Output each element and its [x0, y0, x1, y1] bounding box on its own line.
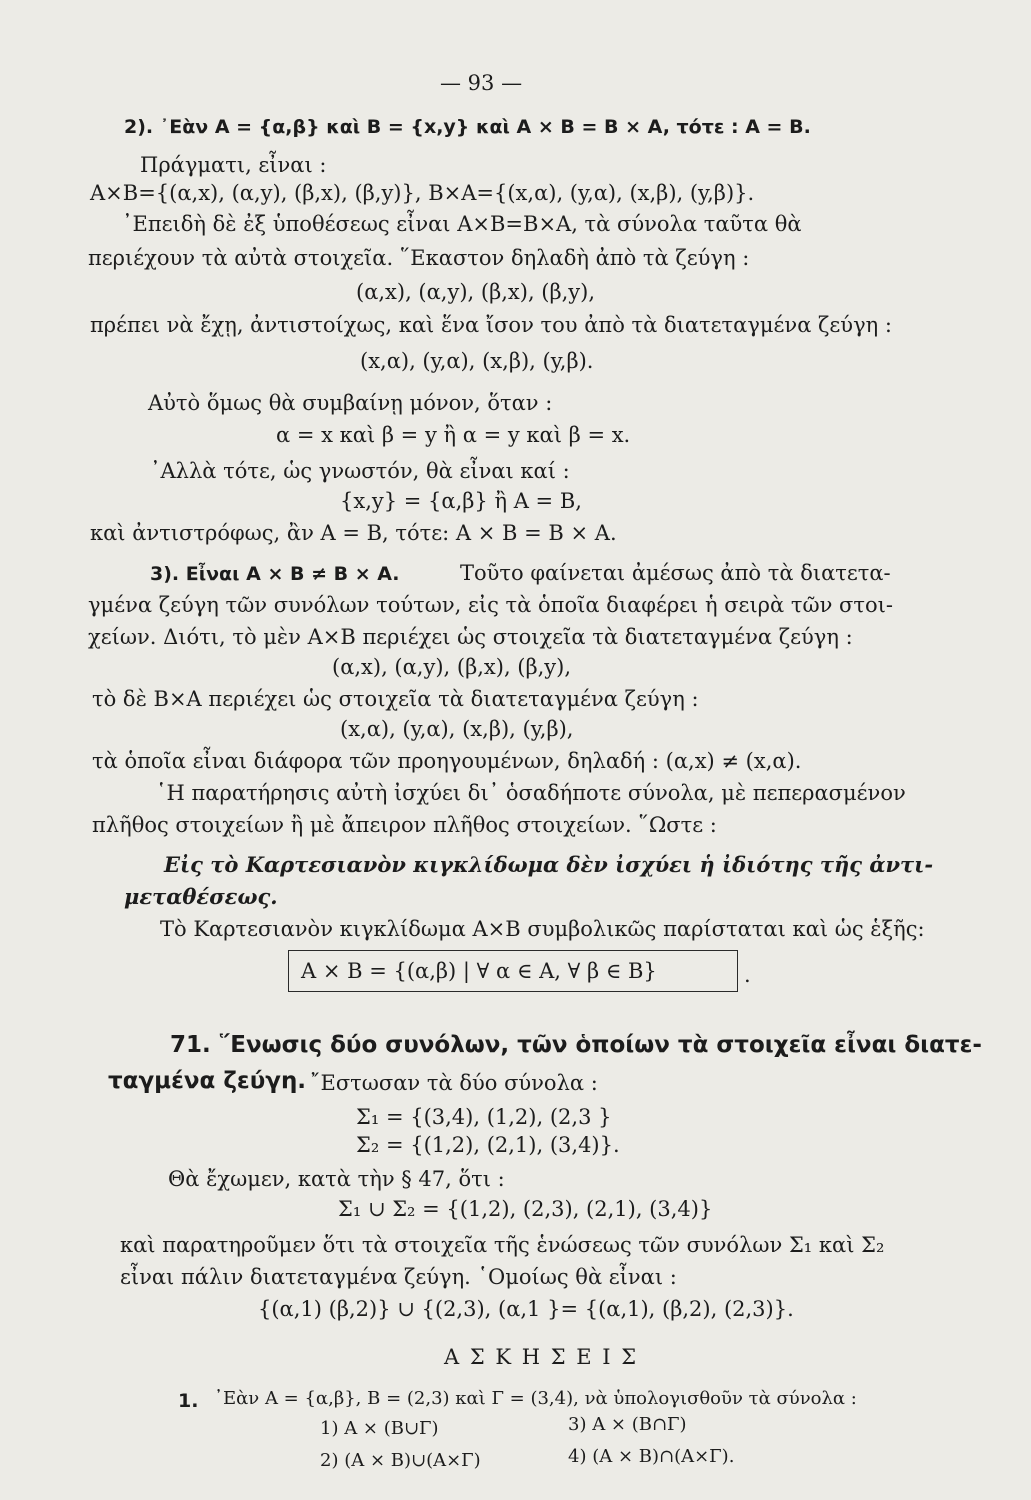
- rule-2-heading: 2). ᾿Εὰν A = {α,β} καὶ B = {x,y} καὶ A × B = B × A, τότε : A = B.: [124, 116, 811, 138]
- text-line: χείων. Διότι, τὸ μὲν A×B περιέχει ὡς στοιχεῖα τὰ διατεταγμένα ζεύγη :: [88, 625, 853, 649]
- math-line: Σ₁ = {(3,4), (1,2), (2,3 }: [356, 1105, 612, 1129]
- text-line: Αὐτὸ ὅμως θὰ συμβαίνῃ μόνον, ὅταν :: [148, 391, 553, 415]
- section-71-title: 71. ῞Ενωσις δύο συνόλων, τῶν ὁποίων τὰ στοιχεῖα εἶναι διατε-: [170, 1032, 982, 1058]
- exercise-item: 2) (A × B)∪(A×Γ): [320, 1450, 481, 1471]
- text-line: ῾Η παρατήρησις αὐτὴ ἰσχύει δι᾿ ὁσαδήποτε σύνολα, μὲ πεπερασμένον: [156, 781, 906, 805]
- math-line: Σ₁ ∪ Σ₂ = {(1,2), (2,3), (2,1), (3,4)}: [338, 1197, 713, 1221]
- theorem-line-1: Εἰς τὸ Καρτεσιανὸν κιγκλίδωμα δὲν ἰσχύει ἡ ἰδιότης τῆς ἀντι-: [164, 852, 934, 877]
- text-line: τὰ ὁποῖα εἶναι διάφορα τῶν προηγουμένων, δηλαδή : (α,x) ≠ (x,α).: [92, 749, 802, 773]
- formula-box: [288, 950, 738, 992]
- section-71-title-cont: ταγμένα ζεύγη.: [108, 1068, 307, 1094]
- math-line: (α,x), (α,y), (β,x), (β,y),: [332, 655, 572, 679]
- math-line: {(α,1) (β,2)} ∪ {(2,3), (α,1 }= {(α,1), (β,2), (2,3)}.: [258, 1297, 794, 1321]
- text-line: καὶ ἀντιστρόφως, ἂν A = B, τότε: A × B = B × A.: [90, 521, 617, 545]
- math-line: (α,x), (α,y), (β,x), (β,y),: [356, 280, 596, 304]
- math-line: (x,α), (y,α), (x,β), (y,β).: [360, 349, 594, 373]
- text-line: ᾿Επειδὴ δὲ ἐξ ὑποθέσεως εἶναι A×B=B×A, τὰ σύνολα ταῦτα θὰ: [122, 212, 802, 236]
- exercise-item: 1) A × (B∪Γ): [320, 1418, 439, 1439]
- text-line: εἶναι πάλιν διατεταγμένα ζεύγη. ῾Ομοίως θὰ εἶναι :: [120, 1265, 677, 1289]
- exercise-item: 3) A × (B∩Γ): [568, 1414, 687, 1435]
- math-line: Σ₂ = {(1,2), (2,1), (3,4)}.: [356, 1133, 620, 1157]
- text-line: ῎Εστωσαν τὰ δύο σύνολα :: [310, 1071, 598, 1095]
- exercise-item: 4) (A × B)∩(A×Γ).: [568, 1446, 735, 1467]
- formula-period: .: [744, 963, 751, 987]
- text-line: Θὰ ἔχωμεν, κατὰ τὴν § 47, ὅτι :: [168, 1167, 505, 1191]
- exercise-number: 1.: [178, 1390, 199, 1412]
- text-line: πλῆθος στοιχείων ἢ μὲ ἄπειρον πλῆθος στοιχείων. ῞Ωστε :: [92, 813, 717, 837]
- text-line: Τοῦτο φαίνεται ἀμέσως ἀπὸ τὰ διατετα-: [460, 561, 891, 585]
- text-line: καὶ παρατηροῦμεν ὅτι τὰ στοιχεῖα τῆς ἑνώσεως τῶν συνόλων Σ₁ καὶ Σ₂: [120, 1233, 885, 1257]
- text-line: πρέπει νὰ ἔχῃ, ἀντιστοίχως, καὶ ἕνα ἴσον του ἀπὸ τὰ διατεταγμένα ζεύγη :: [90, 313, 892, 337]
- theorem-line-2: μεταθέσεως.: [124, 884, 278, 909]
- rule-3-heading: 3). Εἶναι A × B ≠ B × A.: [150, 563, 400, 585]
- text-line: A×B={(α,x), (α,y), (β,x), (β,y)}, B×A={(x,α), (y,α), (x,β), (y,β)}.: [90, 181, 755, 205]
- text-line: Πράγματι, εἶναι :: [140, 153, 327, 177]
- formula-text: A × B = {(α,β) | ∀ α ∈ A, ∀ β ∈ B}: [301, 959, 657, 983]
- text-line: περιέχουν τὰ αὐτὰ στοιχεῖα. ῞Εκαστον δηλαδὴ ἀπὸ τὰ ζεύγη :: [88, 246, 750, 270]
- math-line: {x,y} = {α,β} ἢ A = B,: [340, 489, 582, 513]
- text-line: τὸ δὲ B×A περιέχει ὡς στοιχεῖα τὰ διατεταγμένα ζεύγη :: [92, 687, 699, 711]
- exercises-heading: Α Σ Κ Η Σ Ε Ι Σ: [444, 1345, 639, 1369]
- page-number: — 93 —: [440, 71, 523, 95]
- text-line: γμένα ζεύγη τῶν συνόλων τούτων, εἰς τὰ ὁποῖα διαφέρει ἡ σειρὰ τῶν στοι-: [88, 593, 893, 617]
- math-line: (x,α), (y,α), (x,β), (y,β),: [340, 717, 574, 741]
- exercise-prompt: ᾿Εὰν A = {α,β}, B = (2,3) καὶ Γ = (3,4), νὰ ὑπολογισθοῦν τὰ σύνολα :: [214, 1388, 857, 1409]
- math-line: α = x καὶ β = y ἢ α = y καὶ β = x.: [276, 423, 631, 447]
- text-line: ᾿Αλλὰ τότε, ὡς γνωστόν, θὰ εἶναι καί :: [150, 459, 570, 483]
- text-line: Τὸ Καρτεσιανὸν κιγκλίδωμα A×B συμβολικῶς παρίσταται καὶ ὡς ἑξῆς:: [160, 917, 925, 941]
